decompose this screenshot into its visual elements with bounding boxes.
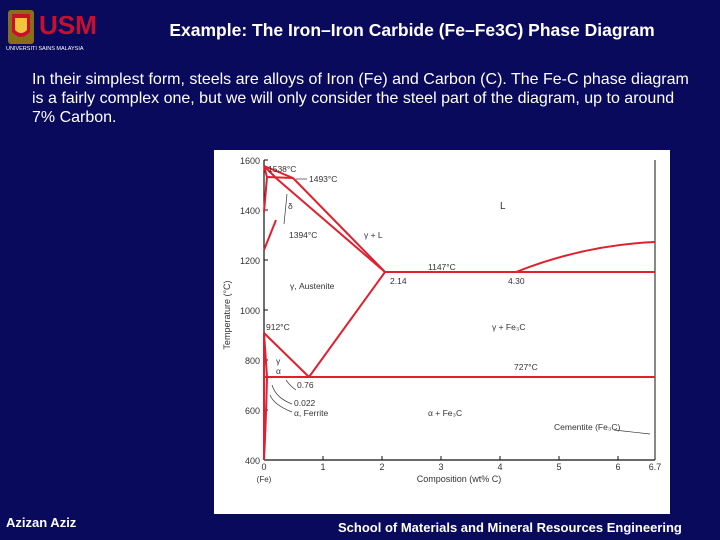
phase-diagram [214, 150, 670, 514]
leader-lines [270, 179, 650, 434]
label-austenite: γ, Austenite [290, 281, 335, 291]
label-ferrite: α, Ferrite [294, 408, 329, 418]
footer-school: School of Materials and Mineral Resources Engineering [338, 520, 682, 535]
x-axis-label: Composition (wt% C) [416, 474, 502, 484]
intro-paragraph: In their simplest form, steels are alloys of Iron (Fe) and Carbon (C). The Fe-C phase diagram is a fairly complex one, but we will only consider the steel part of the diagram, up to around 7% Carbon. [32, 71, 689, 126]
label-alpha-fe3c: α + Fe₃C [428, 408, 463, 418]
label-alpha-small: α [276, 366, 281, 376]
logo-text: USM [39, 10, 97, 40]
liquidus-right [516, 242, 655, 272]
x-tick-label: 2 [379, 462, 385, 472]
label-912: 912°C [266, 322, 290, 332]
label-gamma-fe3c: γ + Fe₃C [492, 322, 526, 332]
label-727: 727°C [514, 362, 538, 372]
solidus-austenite [277, 179, 385, 272]
x-tick-label: 0 [261, 462, 267, 472]
y-tick-label: 1000 [239, 306, 260, 316]
label-cementite: Cementite (Fe₃C) [554, 422, 621, 432]
delta-gamma-boundary [264, 220, 276, 250]
x-tick-label: 1 [320, 462, 326, 472]
label-1147: 1147°C [428, 262, 456, 272]
label-gamma-small: γ [276, 356, 281, 366]
label-0-022: 0.022 [294, 398, 316, 408]
x-tick-label: 6 [615, 462, 621, 472]
label-1493: 1493°C [309, 174, 338, 184]
label-2-14: 2.14 [390, 276, 407, 286]
x-tick-label: 3 [438, 462, 444, 472]
label-1394: 1394°C [289, 230, 318, 240]
x-tick-label: 4 [497, 462, 503, 472]
phase-diagram-svg [214, 150, 670, 514]
label-1538: 1538°C [268, 164, 297, 174]
label-liquid: L [500, 201, 506, 212]
y-tick-label: 1400 [239, 206, 260, 216]
y-tick-label: 1600 [239, 156, 260, 166]
y-axis-label: Temperature (°C) [222, 280, 232, 350]
y-tick-label: 400 [244, 456, 260, 466]
label-4-30: 4.30 [508, 276, 525, 286]
label-gamma-l: γ + L [364, 230, 383, 240]
y-tick-label: 800 [244, 356, 260, 366]
a3-line [264, 333, 309, 377]
label-0-76: 0.76 [297, 380, 314, 390]
y-tick-label: 1200 [239, 256, 260, 266]
peritectic-line [267, 177, 293, 178]
footer-author: Azizan Aziz [6, 515, 77, 530]
slide-title: Example: The Iron–Iron Carbide (Fe–Fe3C) Phase Diagram [169, 20, 655, 40]
x-tick-label: 6.7 [648, 462, 662, 472]
usm-logo [6, 6, 106, 52]
x-tick-labels [261, 462, 661, 472]
y-tick-label: 600 [244, 406, 260, 416]
logo-subtext: UNIVERSITI SAINS MALAYSIA [6, 46, 84, 52]
label-delta: δ [288, 201, 293, 211]
x-tick-label: 5 [556, 462, 562, 472]
y-tick-labels [240, 156, 260, 466]
liquidus-left [293, 178, 516, 272]
x-origin-label: (Fe) [256, 475, 272, 484]
